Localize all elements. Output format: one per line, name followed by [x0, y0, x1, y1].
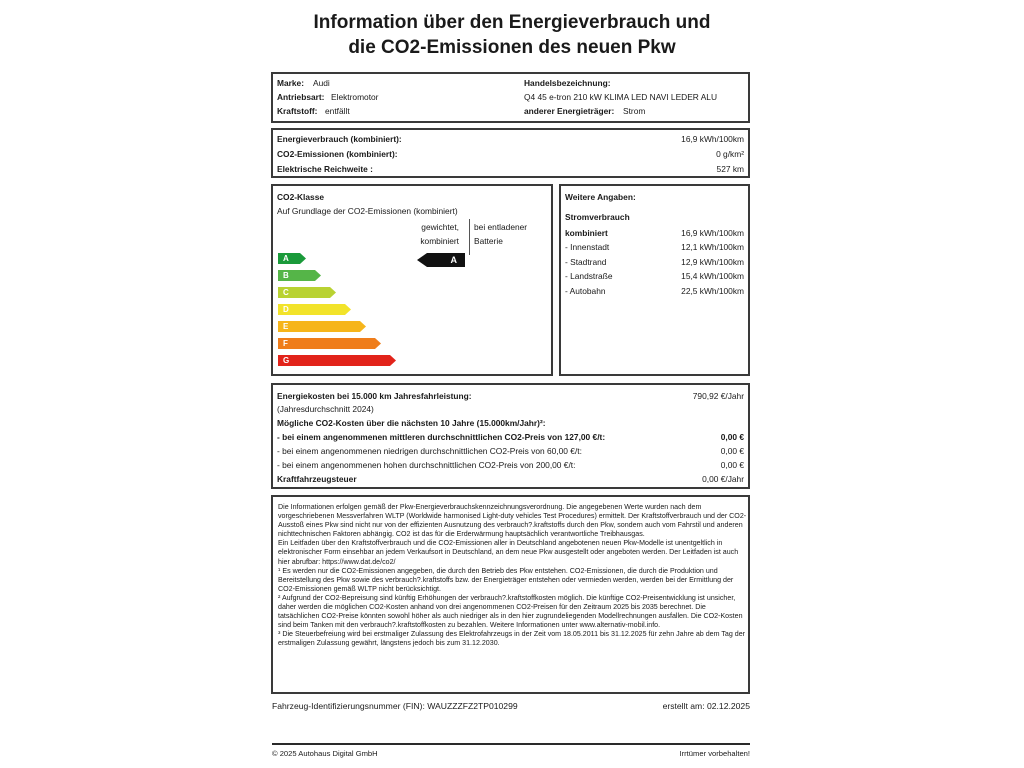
- co2-class-letter: E: [283, 322, 289, 331]
- kraftstoff-value: entfällt: [325, 106, 350, 116]
- kraftstoff-label: Kraftstoff:: [277, 106, 318, 116]
- marke-label: Marke:: [277, 78, 304, 88]
- stromverbrauch-row-label: kombiniert: [565, 228, 608, 238]
- handelsbezeichnung-label: Handelsbezeichnung:: [524, 78, 611, 88]
- stromverbrauch-row-label: - Autobahn: [565, 285, 606, 296]
- marke-value: Audi: [313, 78, 330, 88]
- stromverbrauch-row-value: 12,9 kWh/100km: [681, 256, 744, 267]
- disclaimer-paragraph: Ein Leitfaden über den Kraftstoffverbrauch und die CO2-Emissionen aller in Deutschland angebotenen neuen Pkw-Modelle ist unentgeltlich in elektronischer Form einsehbar an jedem Verkaufsort in Deutschland, an dem neue Pkw ausgestellt oder angeboten werden. Der Leitfaden ist auch hier abrufbar: https://www.dat.de/co2/: [278, 539, 739, 566]
- co2-class-arrow-b: [278, 270, 321, 281]
- co2-emission-value: 0 g/km²: [716, 149, 744, 159]
- further-data-box: [559, 184, 750, 376]
- gewichtet-label-2: kombiniert: [420, 236, 459, 246]
- column-divider: [469, 219, 470, 255]
- disclaimer-footnote-2: ² Aufgrund der CO2-Bepreisung sind künftig Erhöhungen der verbrauch?.kraftstoffkosten möglich. Die künftige CO2-Preisentwicklung ist unsicher, daher werden die möglichen CO2-Kosten anhand von drei angenommenen CO2-Preisen für den Zeitraum 2025 bis 2035 berechnet. Die tatsächlichen CO2-Preise könnten sowohl höher als auch niedriger als in den hier zugrundeliegenden Modellrechnungen ausfallen. Die CO2-Kosten sind beim Tanken mit den verbrauch?.kraftstoffkosten zu bezahlen. Weitere Informationen unter www.alternativ-mobil.info.: [278, 593, 743, 630]
- co2-class-arrow-g: [278, 355, 396, 366]
- consumption-box: [271, 128, 750, 178]
- further-heading: Weitere Angaben:: [565, 192, 636, 202]
- class-marker-label: A: [450, 255, 457, 265]
- jahresdurchschnitt-note: (Jahresdurchschnitt 2024): [277, 404, 374, 414]
- co2-class-letter: G: [283, 356, 290, 365]
- disclaimer-footnote-3: ³ Die Steuerbefreiung wird bei erstmaliger Zulassung des Elektrofahrzeugs in der Zeit vom 18.05.2011 bis 31.12.2025 für zehn Jahre ab dem Tag der erstmaligen Zulassung gewährt, längstens jedoch bis zum 31.12.2030.: [278, 630, 746, 648]
- class-arrow-icon: [278, 338, 381, 349]
- stromverbrauch-row-value: 15,4 kWh/100km: [681, 271, 744, 282]
- reichweite-label: Elektrische Reichweite :: [277, 164, 373, 174]
- co2-kosten-heading: Mögliche CO2-Kosten über die nächsten 10 Jahre (15.000km/Jahr)²:: [277, 418, 546, 428]
- co2-class-arrow-f: [278, 338, 381, 349]
- co2-price-mittel-label: - bei einem angenommenen mittleren durchschnittlichen CO2-Preis von 127,00 €/t:: [277, 432, 606, 442]
- co2-class-letter: C: [283, 288, 289, 297]
- handelsbezeichnung-value: Q4 45 e-tron 210 kW KLIMA LED NAVI LEDER ALU: [524, 92, 718, 102]
- antriebsart-label: Antriebsart:: [277, 92, 325, 102]
- co2-class-arrow-d: [278, 304, 351, 315]
- stromverbrauch-row-label: - Innenstadt: [565, 242, 610, 253]
- class-marker: [417, 253, 465, 267]
- entladen-label-2: Batterie: [474, 236, 503, 246]
- stromverbrauch-heading: Stromverbrauch: [565, 212, 630, 222]
- energiekosten-value: 790,92 €/Jahr: [692, 391, 744, 401]
- energietraeger-value: Strom: [623, 106, 646, 116]
- errors-reserved: Irrtümer vorbehalten!: [679, 749, 750, 758]
- co2-class-heading: CO2-Klasse: [277, 192, 325, 202]
- verbrauch-value: 16,9 kWh/100km: [681, 134, 744, 144]
- co2-price-niedrig-label: - bei einem angenommenen niedrigen durchschnittlichen CO2-Preis von 60,00 €/t:: [277, 446, 582, 456]
- energiekosten-label: Energiekosten bei 15.000 km Jahresfahrleistung:: [277, 391, 472, 401]
- co2-class-letter: D: [283, 305, 289, 314]
- disclaimer-footnote-1: ¹ Es werden nur die CO2-Emissionen angegeben, die durch den Betrieb des Pkw entstehen. CO2-Emissionen, die durch die Produktion und Bereitstellung des Pkw sowie des verbrauch?.kraftstoffs bzw. der Energieträger entstehen oder vermieden werden, werden bei der Ermittlung der CO2-Emissionen gemäß WLTP nicht berücksichtigt.: [278, 566, 734, 593]
- footer-divider: [272, 743, 750, 745]
- page-title: [0, 10, 1024, 60]
- stromverbrauch-row-label: - Landstraße: [565, 271, 613, 282]
- class-marker-arrow-icon: [417, 253, 465, 267]
- gewichtet-label-1: gewichtet,: [421, 222, 459, 232]
- co2-class-arrow-a: [278, 253, 306, 264]
- stromverbrauch-row-value: 16,9 kWh/100km: [681, 228, 744, 238]
- co2-class-letter: B: [283, 271, 289, 280]
- title-line-1: Information über den Energieverbrauch und: [313, 12, 711, 33]
- co2-class-subheading: Auf Grundlage der CO2-Emissionen (kombiniert): [277, 206, 458, 216]
- vehicle-info-box: [271, 72, 750, 123]
- kfz-steuer-value: 0,00 €/Jahr: [702, 474, 744, 484]
- antriebsart-value: Elektromotor: [331, 92, 379, 102]
- co2-emission-label: CO2-Emissionen (kombiniert):: [277, 149, 398, 159]
- stromverbrauch-row-value: 22,5 kWh/100km: [681, 285, 744, 296]
- co2-price-hoch-value: 0,00 €: [720, 460, 744, 470]
- stromverbrauch-row-label: - Stadtrand: [565, 256, 607, 267]
- co2-class-box: [271, 184, 553, 376]
- disclaimer-paragraph: Die Informationen erfolgen gemäß der Pkw-Energieverbrauchskennzeichnungsverordnung. Die angegebenen Werte wurden nach dem vorgeschriebenen Messverfahren WLTP (Worldwide harmonised Light-duty vehicles Test Procedures) ermittelt. Der Kraftstoffverbrauch und der CO2-Ausstoß eines Pkw sind nicht nur von der effizienten Ausnutzung des verbrauch?.kraftstoffs durch den Pkw, sondern auch vom Fahrstil und anderen nichttechnischen Faktoren abhängig. CO2 ist das für die Erderwärmung hauptsächlich verantwortliche Treibhausgas.: [278, 503, 747, 539]
- copyright: © 2025 Autohaus Digital GmbH: [272, 749, 378, 758]
- entladen-label-1: bei entladener: [474, 222, 528, 232]
- created-date: erstellt am: 02.12.2025: [662, 701, 750, 711]
- co2-price-hoch-label: - bei einem angenommenen hohen durchschnittlichen CO2-Preis von 200,00 €/t:: [277, 460, 576, 470]
- class-arrow-icon: [278, 321, 366, 332]
- fin-number: Fahrzeug-Identifizierungsnummer (FIN): WAUZZZFZ2TP010299: [272, 701, 518, 711]
- disclaimer-text: [278, 503, 748, 649]
- title-line-2: die CO2-Emissionen des neuen Pkw: [348, 37, 676, 58]
- costs-box: [271, 383, 750, 489]
- stromverbrauch-row-value: 12,1 kWh/100km: [681, 242, 744, 253]
- verbrauch-label: Energieverbrauch (kombiniert):: [277, 134, 402, 144]
- co2-class-arrow-c: [278, 287, 336, 298]
- co2-class-letter: F: [283, 339, 288, 348]
- co2-price-mittel-value: 0,00 €: [720, 432, 744, 442]
- class-arrow-icon: [278, 355, 396, 366]
- co2-class-arrow-e: [278, 321, 366, 332]
- energietraeger-label: anderer Energieträger:: [524, 106, 615, 116]
- disclaimer-box: [271, 495, 750, 694]
- kfz-steuer-label: Kraftfahrzeugsteuer: [277, 474, 357, 484]
- co2-class-letter: A: [283, 254, 289, 263]
- co2-price-niedrig-value: 0,00 €: [720, 446, 744, 456]
- reichweite-value: 527 km: [716, 164, 744, 174]
